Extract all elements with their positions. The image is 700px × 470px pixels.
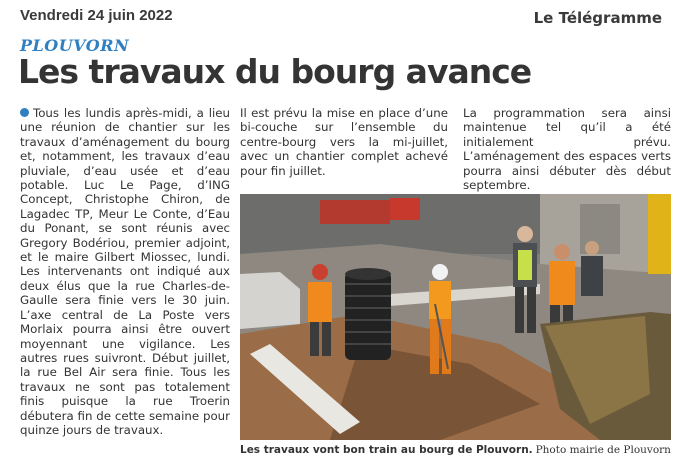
bullet-dot-icon (20, 108, 29, 117)
worksite-photo-illustration (240, 194, 671, 440)
newspaper-name: Le Télégramme (533, 9, 662, 27)
photo-caption-text: Les travaux vont bon train au bourg de Plouvorn. (240, 444, 533, 456)
article-column-3: La programmation sera ainsi maintenue tel qu’il a été initialement prévu. L’aménagement des espaces verts pourra ainsi débuter dès début septembre. (463, 106, 671, 193)
publication-date: Vendredi 24 juin 2022 (20, 7, 173, 24)
article-kicker: PLOUVORN (20, 36, 130, 55)
article-column-1-text: Tous les lundis après-midi, a lieu une réunion de chantier sur les travaux d’aménagement du bourg et, notamment, les travaux d’eau pluviale, d’eau usée et d’eau potable. Luc Le Page, d’ING Concept, Christophe Chiron, de Lagadec TP, Meur Le Conte, d’Eau du Ponant, se sont réunis avec Gregory Bodériou, premier adjoint, et le maire Gilbert Miossec, lundi. Les intervenants ont indiqué aux deux élus que la rue Charles-de-Gaulle sera finie vers le 30 juin. L’axe central de La Poste vers Morlaix pourra ainsi être ouvert moyennant une vigilance. Les autres rues suivront. Début juillet, la rue Bel Air sera finie. Tous les travaux ne sont pas totalement finis puisque la rue Troerin débutera fin de cette semaine pour quinze jours de travaux. (20, 106, 230, 437)
article-headline: Les travaux du bourg avance (18, 52, 532, 91)
article-column-1 (20, 106, 230, 437)
article-photo (240, 194, 671, 440)
photo-caption (240, 444, 680, 456)
photo-credit: Photo mairie de Plouvorn (535, 444, 671, 456)
article-column-2: Il est prévu la mise en place d’une bi-couche sur l’ensemble du centre-bourg vers la mi-juillet, avec un chantier complet achevé pour fin juillet. (240, 106, 448, 178)
